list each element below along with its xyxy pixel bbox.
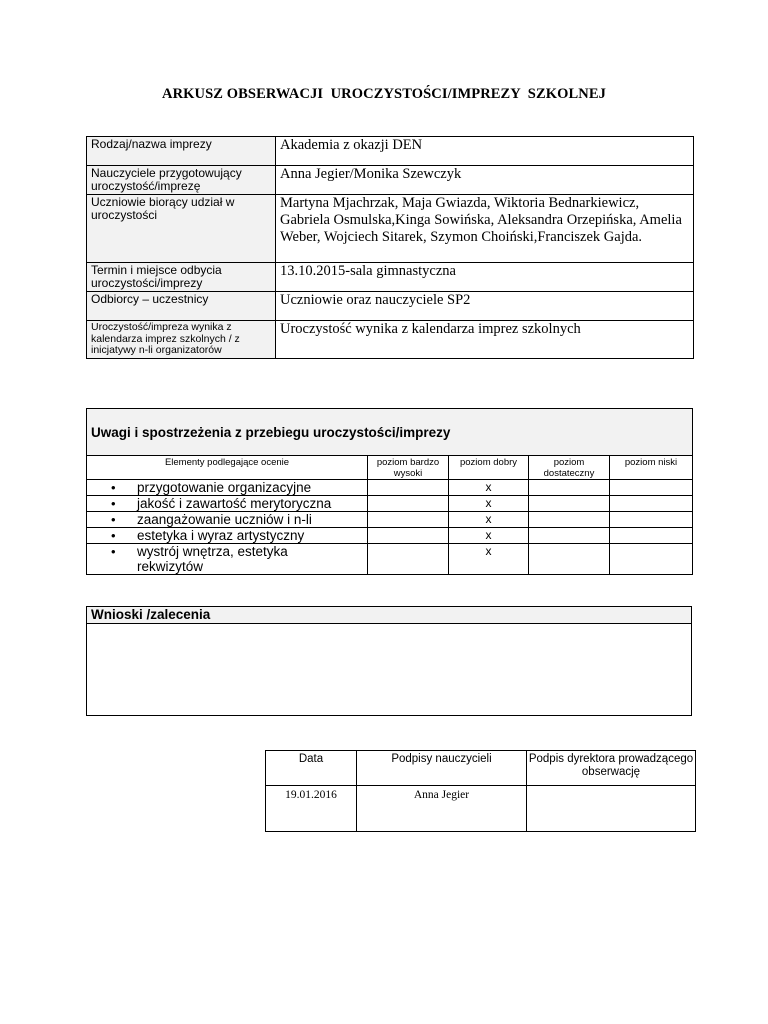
column-header: poziom dostateczny — [529, 456, 610, 480]
rating-cell — [610, 480, 693, 496]
director-signature — [527, 786, 696, 832]
rating-cell — [610, 496, 693, 512]
observations-table — [86, 408, 693, 575]
rating-cell — [529, 512, 610, 528]
rating-cell: x — [449, 512, 529, 528]
criterion-label: estetyka i wyraz artystyczny — [137, 528, 305, 543]
info-value: Anna Jegier/Monika Szewczyk — [276, 166, 694, 195]
rating-cell: x — [449, 528, 529, 544]
document-title: ARKUSZ OBSERWACJI UROCZYSTOŚCI/IMPREZY SZKOLNEJ — [162, 86, 606, 102]
signatures-value-row — [266, 786, 696, 832]
conclusions-table — [86, 606, 692, 716]
rating-cell — [368, 512, 449, 528]
column-header: Podpisy nauczycieli — [357, 751, 527, 786]
info-label: Uczniowie biorący udział w uroczystości — [87, 195, 276, 263]
rating-cell — [529, 544, 610, 575]
criterion-label: przygotowanie organizacyjne — [137, 480, 312, 495]
column-header: Elementy podlegające ocenie — [87, 456, 368, 480]
signatures-table — [265, 750, 696, 832]
column-header: poziom dobry — [449, 456, 529, 480]
bullet-icon: • — [111, 528, 116, 543]
info-value: Martyna Mjachrzak, Maja Gwiazda, Wiktoria Bednarkiewicz, Gabriela Osmulska,Kinga Sowińska, Aleksandra Orzepińska, Amelia Weber, Wojciech Sitarek, Szymon Choiński,Franciszek Gajda. — [276, 195, 694, 263]
table-row — [87, 512, 693, 528]
info-value: Uczniowie oraz nauczyciele SP2 — [276, 292, 694, 321]
rating-cell — [610, 544, 693, 575]
table-row — [87, 528, 693, 544]
date-value: 19.01.2016 — [266, 786, 357, 832]
criterion-label: wystrój wnętrza, estetyka rekwizytów — [137, 544, 288, 574]
column-header: poziom niski — [610, 456, 693, 480]
rating-cell — [610, 512, 693, 528]
observations-header-row — [87, 456, 693, 480]
table-row — [87, 480, 693, 496]
info-row-teachers — [87, 166, 694, 195]
info-row-event-name — [87, 137, 694, 166]
info-value: Uroczystość wynika z kalendarza imprez szkolnych — [276, 321, 694, 359]
conclusions-body — [87, 624, 692, 716]
rating-cell — [368, 544, 449, 575]
event-info-table — [86, 136, 694, 359]
column-header: Data — [266, 751, 357, 786]
rating-cell: x — [449, 480, 529, 496]
info-label: Nauczyciele przygotowujący uroczystość/imprezę — [87, 166, 276, 195]
bullet-icon: • — [111, 544, 116, 559]
observations-heading: Uwagi i spostrzeżenia z przebiegu uroczystości/imprezy — [87, 409, 693, 456]
info-label: Termin i miejsce odbycia uroczystości/imprezy — [87, 263, 276, 292]
info-value: 13.10.2015-sala gimnastyczna — [276, 263, 694, 292]
info-label: Rodzaj/nazwa imprezy — [87, 137, 276, 166]
info-row-audience — [87, 292, 694, 321]
column-header: poziom bardzo wysoki — [368, 456, 449, 480]
conclusions-heading: Wnioski /zalecenia — [87, 607, 692, 624]
rating-cell — [529, 496, 610, 512]
rating-cell: x — [449, 544, 529, 575]
info-label: Odbiorcy – uczestnicy — [87, 292, 276, 321]
info-row-origin — [87, 321, 694, 359]
info-value: Akademia z okazji DEN — [276, 137, 694, 166]
rating-cell — [529, 528, 610, 544]
criterion-label: zaangażowanie uczniów i n-li — [137, 512, 312, 527]
teacher-signature: Anna Jegier — [357, 786, 527, 832]
rating-cell — [368, 496, 449, 512]
criterion-label: jakość i zawartość merytoryczna — [137, 496, 332, 511]
bullet-icon: • — [111, 480, 116, 495]
bullet-icon: • — [111, 496, 116, 511]
rating-cell — [368, 480, 449, 496]
table-row — [87, 496, 693, 512]
column-header: Podpis dyrektora prowadzącego obserwację — [527, 751, 696, 786]
rating-cell — [610, 528, 693, 544]
signatures-header-row — [266, 751, 696, 786]
rating-cell — [529, 480, 610, 496]
info-label: Uroczystość/impreza wynika z kalendarza imprez szkolnych / z inicjatywy n-li organizatorów — [87, 321, 276, 359]
bullet-icon: • — [111, 512, 116, 527]
info-row-date-place — [87, 263, 694, 292]
table-row — [87, 544, 693, 575]
rating-cell: x — [449, 496, 529, 512]
info-row-students — [87, 195, 694, 263]
rating-cell — [368, 528, 449, 544]
